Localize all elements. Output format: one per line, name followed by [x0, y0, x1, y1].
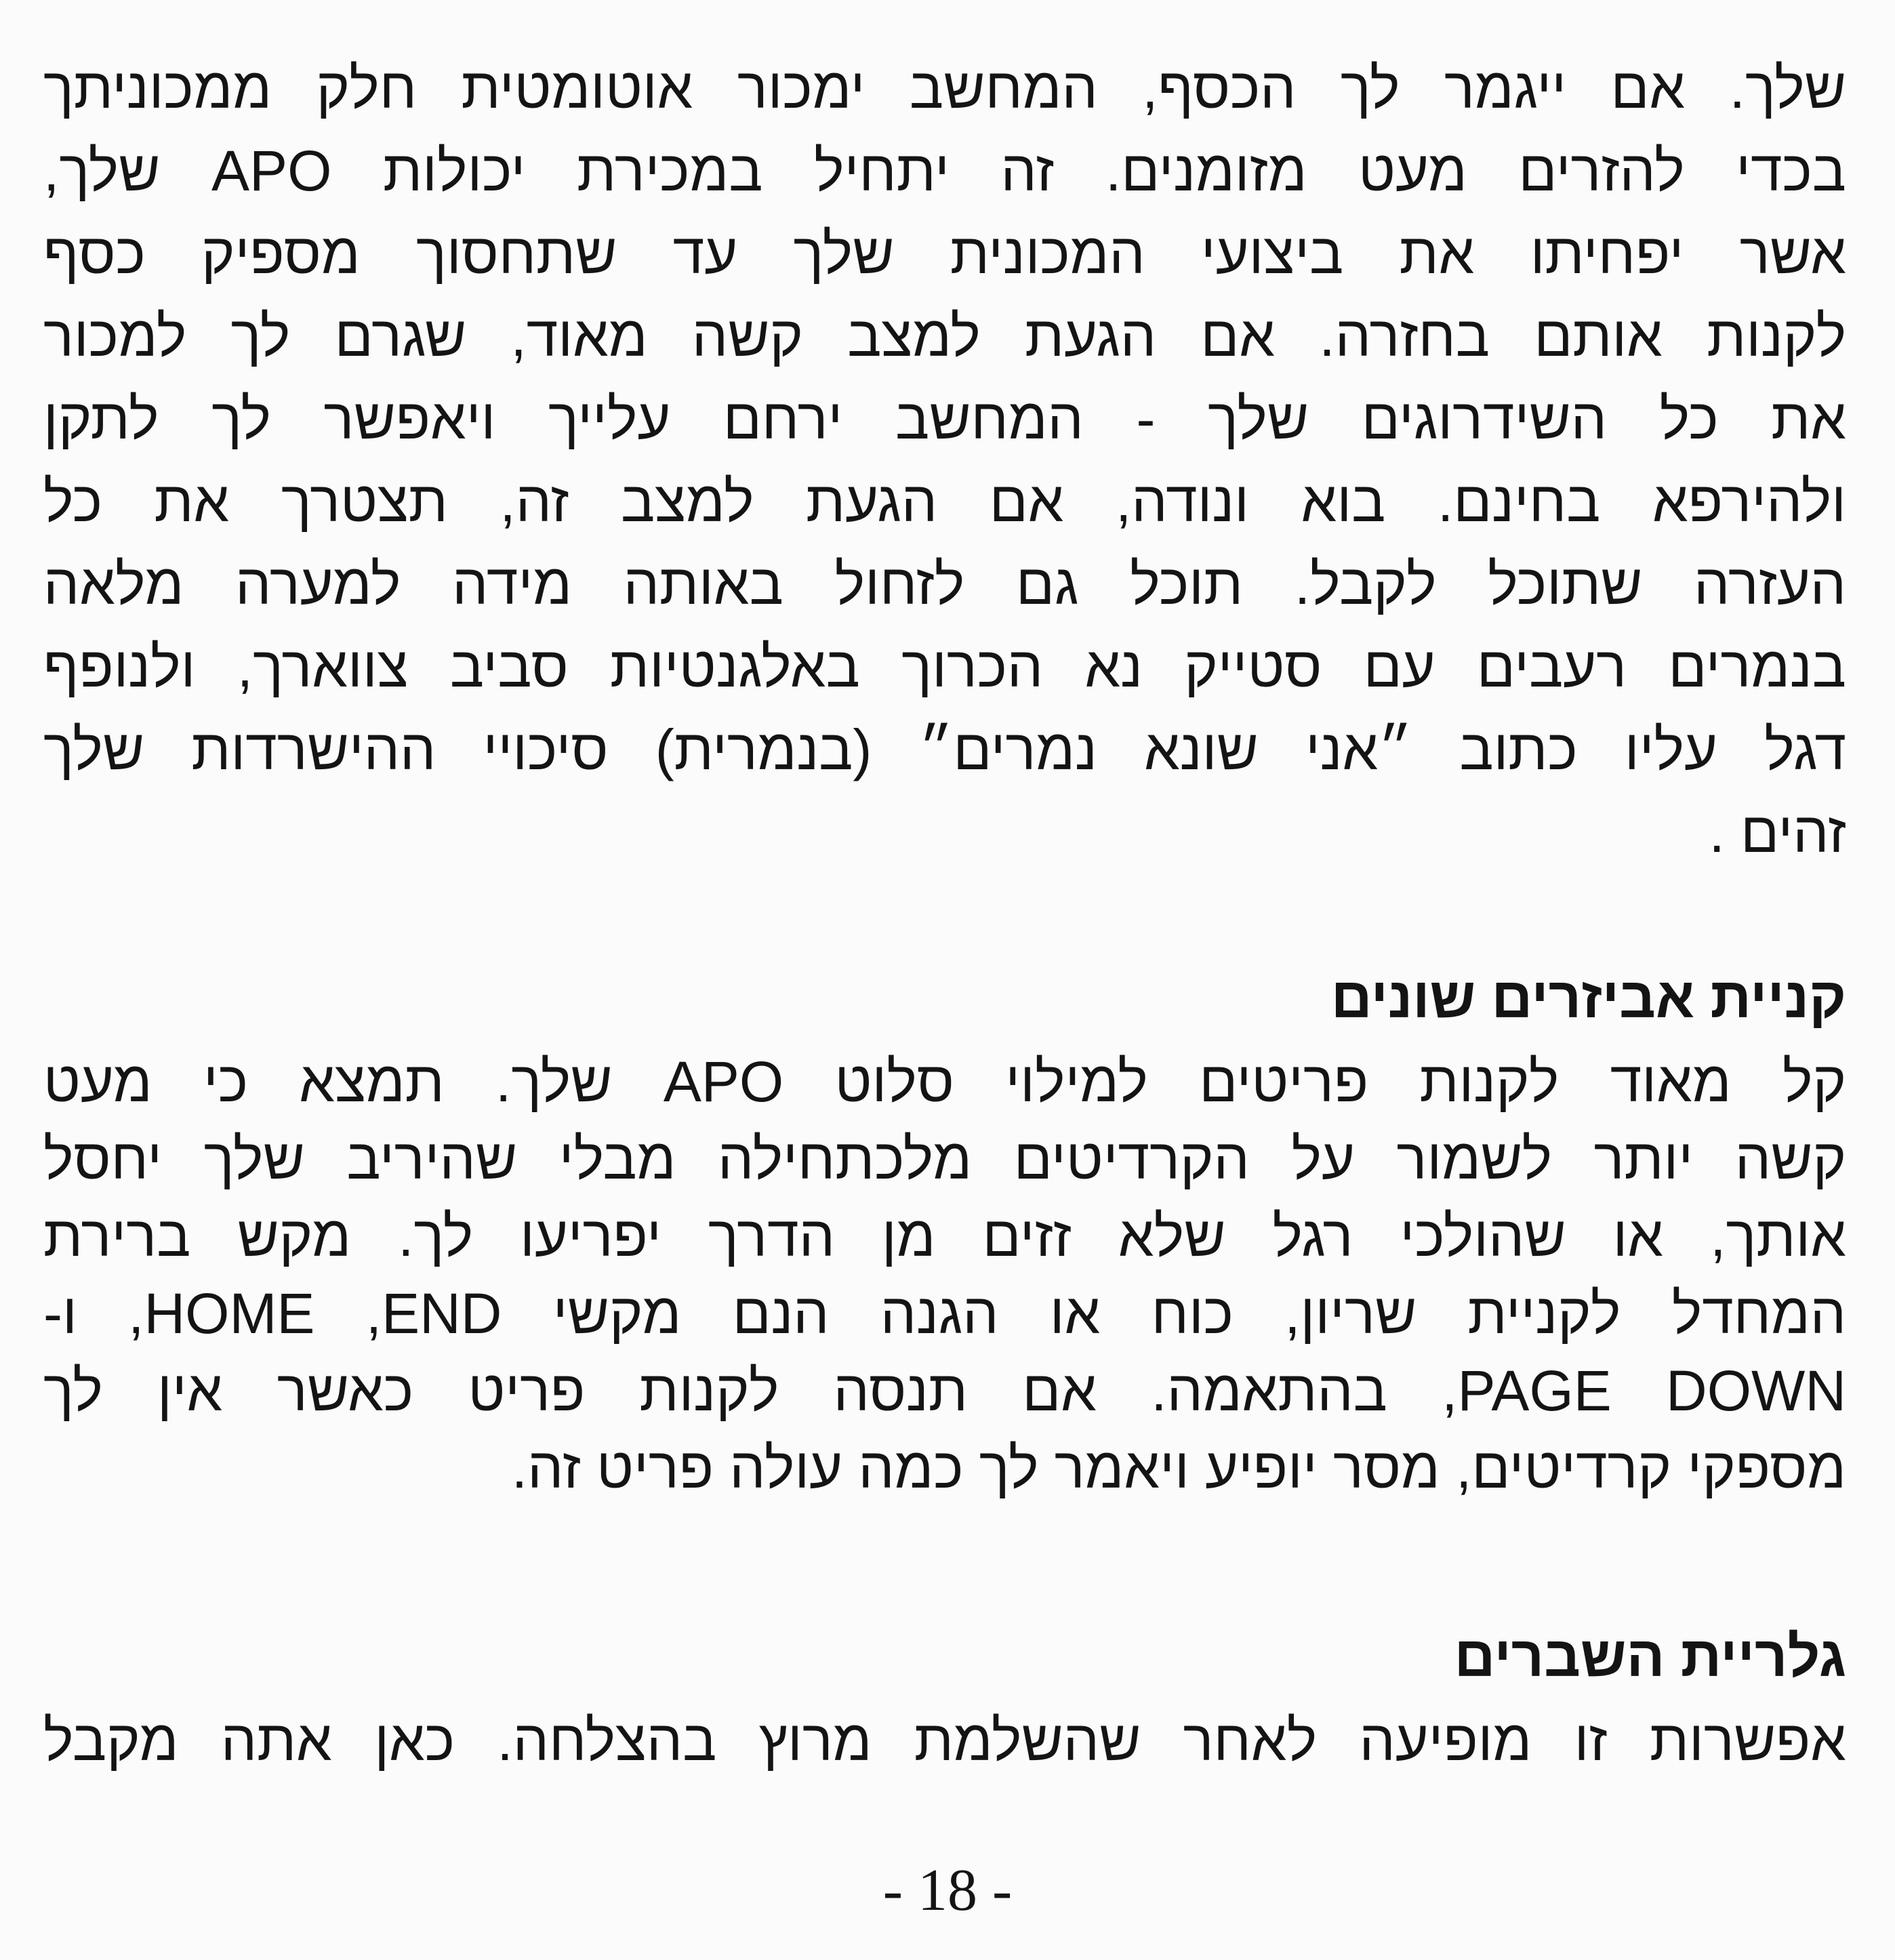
text-line: שלך. אם ייגמר לך הכסף, המחשב ימכור אוטומטית חלק ממכוניתך — [43, 56, 1846, 120]
section-heading: קניית אביזרים שונים — [1330, 966, 1846, 1029]
text-line: קל מאוד לקנות פריטים למילוי סלוט APO שלך. תמצא כי מעט — [43, 1050, 1846, 1114]
text-line: קשה יותר לשמור על הקרדיטים מלכתחילה מבלי שהיריב שלך יחסל — [43, 1127, 1846, 1191]
section-heading: גלריית השברים — [1454, 1625, 1846, 1688]
text-line: ולהירפא בחינם. בוא ונודה, אם הגעת למצב זה, תצטרך את כל — [43, 470, 1846, 533]
text-line: אשר יפחיתו את ביצועי המכונית שלך עד שתחסוך מספיק כסף — [43, 222, 1846, 285]
text-line: מספקי קרדיטים, מסר יופיע ויאמר לך כמה עולה פריט זה. — [511, 1436, 1846, 1500]
text-line: לקנות אותם בחזרה. אם הגעת למצב קשה מאוד, שגרם לך למכור — [43, 304, 1846, 368]
text-line: בנמרים רעבים עם סטייק נא הכרוך באלגנטיות סביב צווארך, ולנופף — [43, 635, 1846, 699]
text-line: דגל עליו כתוב ״אני שונא נמרים״ (בנמרית) סיכויי ההישרדות שלך — [43, 718, 1846, 781]
text-line: העזרה שתוכל לקבל. תוכל גם לזחול באותה מידה למערה מלאה — [43, 552, 1846, 616]
text-line: אותך, או שהולכי רגל שלא זזים מן הדרך יפריעו לך. מקש ברירת — [43, 1204, 1846, 1268]
text-line: המחדל לקניית שריון, כוח או הגנה הנם מקשי HOME ,END, ו- — [43, 1282, 1846, 1345]
text-line: זהים . — [1709, 800, 1846, 864]
text-line: בכדי להזרים מעט מזומנים. זה יתחיל במכירת יכולות APO שלך, — [43, 139, 1846, 203]
text-line: את כל השידרוגים שלך - המחשב ירחם עלייך ויאפשר לך לתקן — [43, 387, 1846, 451]
page-number: - 18 - — [882, 1858, 1013, 1923]
text-line: אפשרות זו מופיעה לאחר שהשלמת מרוץ בהצלחה. כאן אתה מקבל — [43, 1709, 1846, 1772]
text-line: PAGE DOWN, בהתאמה. אם תנסה לקנות פריט כאשר אין לך — [43, 1359, 1846, 1423]
